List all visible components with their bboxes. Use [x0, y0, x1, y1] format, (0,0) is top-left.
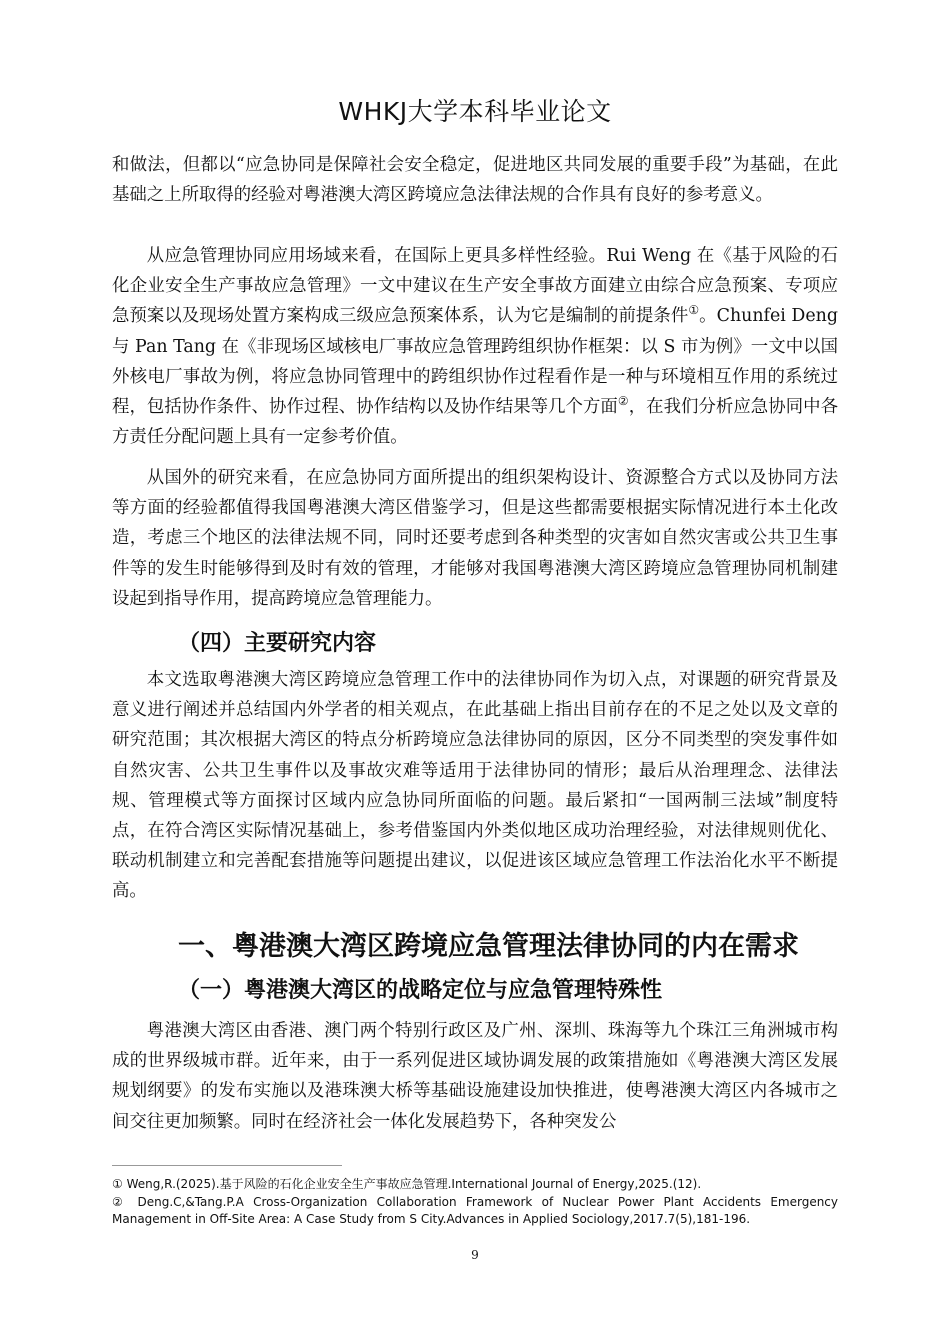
footnote-ref-2[interactable]: ②	[617, 394, 629, 409]
paragraph-segment: 。Chunfei Deng 与 Pan Tang 在《非现场区域核电厂事故应急管理跨组织协作框架：以 S 市为例》一文中以国外核电厂事故为例，将应急协同管理中的跨组织协作过程看作是一种与环境相互作用的系统过程，包括协作条件、协作过程、协作结构以及协作结果等几个方面	[112, 306, 839, 418]
chapter-heading: 一、粤港澳大湾区跨境应急管理法律协同的内在需求	[178, 931, 799, 962]
paragraph-text: 从国外的研究来看，在应急协同方面所提出的组织架构设计、资源整合方式以及协同方法等方面的经验都值得我国粤港澳大湾区借鉴学习，但是这些都需要根据实际情况进行本土化改造，考虑三个地区的法律法规不同，同时还要考虑到各种类型的灾害如自然灾害或公共卫生事件等的发生时能够得到及时有效的管理，才能够对我国粤港澳大湾区跨境应急管理协同机制建设起到指导作用，提高跨境应急管理能力。	[112, 468, 838, 609]
paragraph-text: 本文选取粤港澳大湾区跨境应急管理工作中的法律协同作为切入点，对课题的研究背景及意义进行阐述并总结国内外学者的相关观点，在此基础上指出目前存在的不足之处以及文章的研究范围；其次根据大湾区的特点分析跨境应急法律协同的原因，区分不同类型的突发事件如自然灾害、公共卫生事件以及事故灾难等适用于法律协同的情形；最后从治理理念、法律法规、管理模式等方面探讨区域内应急协同所面临的问题。最后紧扣“一国两制三法域”制度特点，在符合湾区实际情况基础上，参考借鉴国内外类似地区成功治理经验，对法律规则优化、联动机制建立和完善配套措施等问题提出建议，以促进该区域应急管理工作法治化水平不断提高。	[112, 670, 838, 902]
footnote-1: ① Weng,R.(2025).基于风险的石化企业安全生产事故应急管理.International Journal of Energy,2025.(12).	[112, 1177, 702, 1191]
paragraph-segment: ，在我们分析应急协同中各方责任分配问题上具有一定参考价值。	[112, 397, 838, 448]
paragraph-main-content	[112, 665, 838, 907]
subsection-heading: （一）粤港澳大湾区的战略定位与应急管理特殊性	[178, 978, 663, 1003]
footnote-2: ② Deng.C,&Tang.P.A Cross-Organization Collaboration Framework of Nuclear Power Plant Accidents Emergency Management in Off-Site Area: A Case Study from S City.Advances in Applied Sociology,2017.7(5),181-196.	[112, 1195, 838, 1226]
paragraph-text: 和做法，但都以“应急协同是保障社会安全稳定，促进地区共同发展的重要手段”为基础，在此基础之上所取得的经验对粤港澳大湾区跨境应急法律法规的合作具有良好的参考意义。	[112, 155, 838, 206]
paragraph-continuation	[112, 150, 838, 210]
paragraph-bay-area	[112, 1016, 838, 1137]
paragraph-text	[112, 241, 838, 452]
paragraph-segment: 从应急管理协同应用场域来看，在国际上更具多样性经验。Rui Weng 在《基于风险的石化企业安全生产事故应急管理》一文中建议在生产安全事故方面建立由综合应急预案、专项应急预案以及现场处置方案构成三级应急预案体系，认为它是编制的前提条件	[112, 246, 838, 327]
footnote-ref-1[interactable]: ①	[688, 303, 700, 318]
paragraph-foreign-experience	[112, 241, 838, 452]
paragraph-foreign-research	[112, 463, 838, 614]
page-number: 9	[471, 1248, 479, 1262]
section-heading-main-content: （四）主要研究内容	[178, 631, 377, 656]
paragraph-text: 粤港澳大湾区由香港、澳门两个特别行政区及广州、深圳、珠海等九个珠江三角洲城市构成的世界级城市群。近年来，由于一系列促进区域协调发展的政策措施如《粤港澳大湾区发展规划纲要》的发布实施以及港珠澳大桥等基础设施建设加快推进，使粤港澳大湾区内各城市之间交往更加频繁。同时在经济社会一体化发展趋势下，各种突发公	[112, 1021, 838, 1132]
footnote-divider	[112, 1165, 342, 1166]
page-header-title: WHKJ大学本科毕业论文	[338, 97, 612, 126]
